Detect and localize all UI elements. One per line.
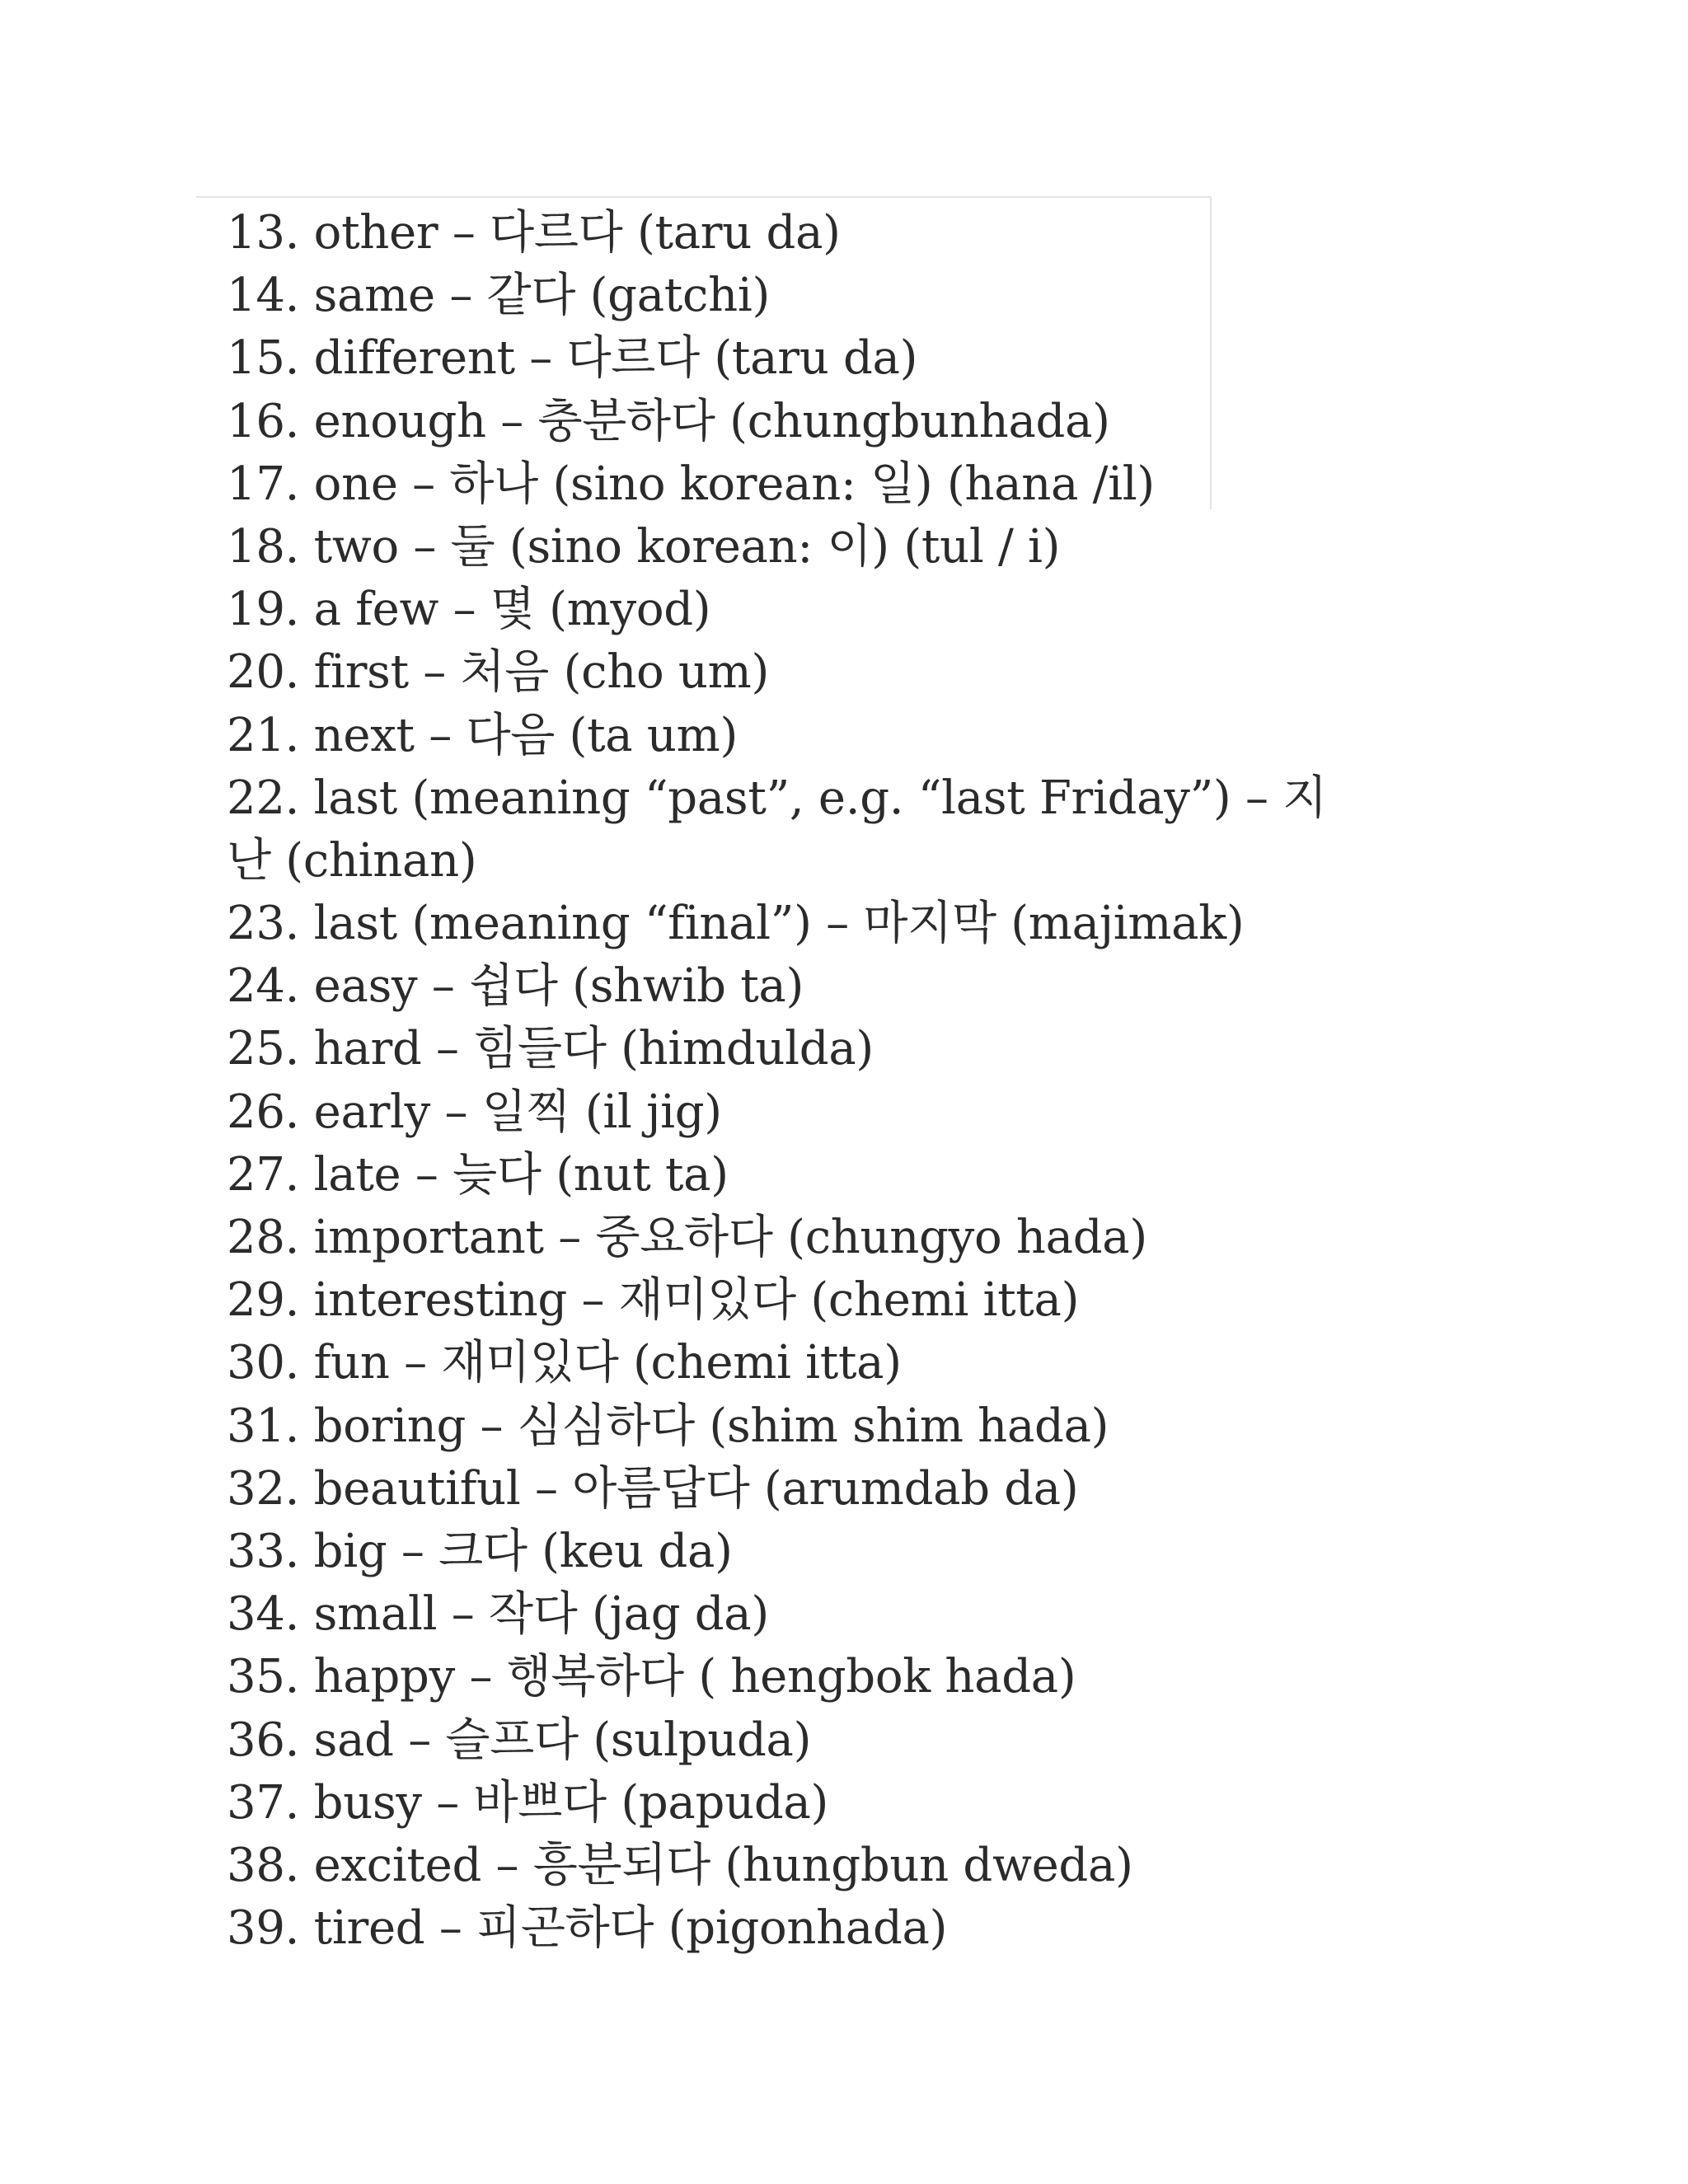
vocab-item-23: 23. last (meaning “final”) – 마지막 (majimak): [227, 897, 1245, 951]
vocab-item-36: 36. sad – 슬프다 (sulpuda): [227, 1713, 812, 1767]
vocab-item-17: 17. one – 하나 (sino korean: 일) (hana /il): [227, 457, 1155, 511]
vocab-item-21: 21. next – 다음 (ta um): [227, 708, 738, 762]
vocab-item-34: 34. small – 작다 (jag da): [227, 1587, 769, 1642]
vocab-item-25: 25. hard – 힘들다 (himdulda): [227, 1022, 874, 1076]
vocab-item-14: 14. same – 같다 (gatchi): [227, 269, 770, 323]
vocab-item-28: 28. important – 중요하다 (chungyo hada): [227, 1211, 1147, 1264]
vocab-item-15: 15. different – 다르다 (taru da): [227, 331, 918, 386]
vocabulary-list: [227, 202, 1327, 1960]
frame-border-top: [196, 196, 1212, 198]
vocab-item-19: 19. a few – 몇 (myod): [227, 583, 711, 637]
vocab-item-39: 39. tired – 피곤하다 (pigonhada): [227, 1901, 948, 1956]
vocab-item-29: 29. interesting – 재미있다 (chemi itta): [227, 1273, 1080, 1328]
vocab-item-35: 35. happy – 행복하다 ( hengbok hada): [227, 1650, 1076, 1704]
vocab-item-20: 20. first – 처음 (cho um): [227, 645, 770, 700]
vocab-item-30: 30. fun – 재미있다 (chemi itta): [227, 1336, 902, 1390]
vocab-item-26: 26. early – 일찍 (il jig): [227, 1085, 722, 1139]
vocab-item-37: 37. busy – 바쁘다 (papuda): [227, 1775, 829, 1830]
vocab-item-32: 32. beautiful – 아름답다 (arumdab da): [227, 1461, 1079, 1516]
vocab-item-38: 38. excited – 흥분되다 (hungbun dweda): [227, 1838, 1133, 1892]
vocab-item-24: 24. easy – 쉽다 (shwib ta): [227, 959, 804, 1014]
vocab-item-31: 31. boring – 심심하다 (shim shim hada): [227, 1399, 1109, 1453]
vocab-item-33: 33. big – 크다 (keu da): [227, 1524, 733, 1578]
vocab-item-22-continued: 난 (chinan): [227, 833, 477, 888]
vocab-item-22: 22. last (meaning “past”, e.g. “last Friday”) – 지: [227, 771, 1327, 825]
frame-border-right: [1210, 196, 1212, 509]
vocab-item-16: 16. enough – 충분하다 (chungbunhada): [227, 394, 1110, 448]
vocab-item-13: 13. other – 다르다 (taru da): [227, 206, 841, 260]
vocab-item-18: 18. two – 둘 (sino korean: 이) (tul / i): [227, 519, 1061, 574]
vocab-item-27: 27. late – 늦다 (nut ta): [227, 1147, 729, 1202]
